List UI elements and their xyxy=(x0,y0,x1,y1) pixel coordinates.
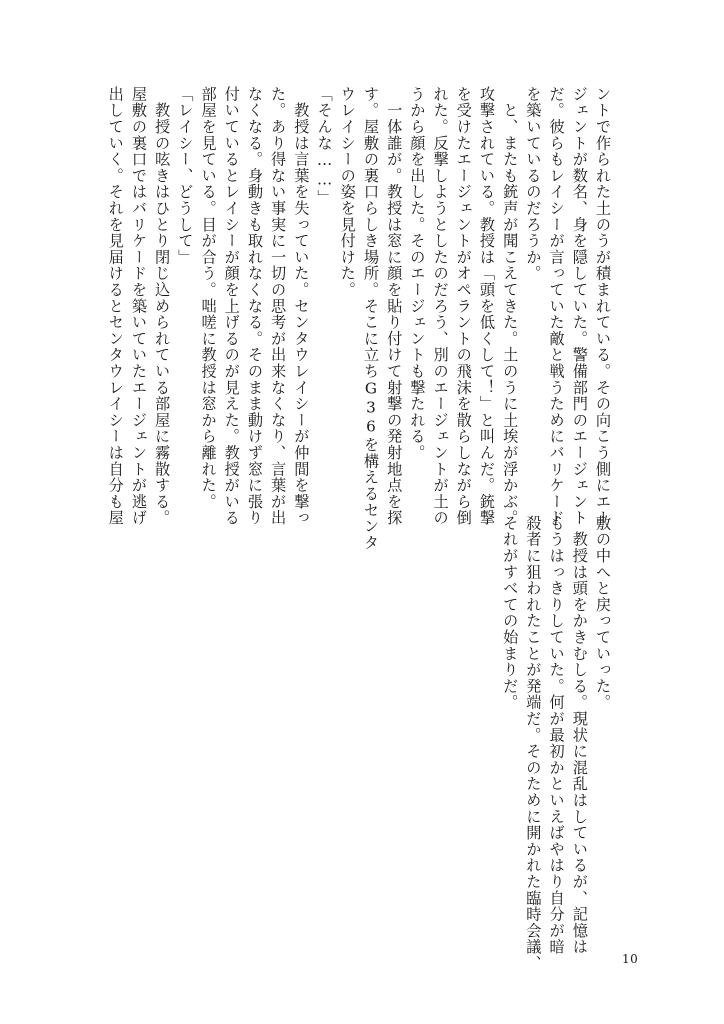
text-column: す。屋敷の裏口らしき場所。そこに立ちG36を構えるセンタ xyxy=(361,86,380,551)
text-column: 教授は言葉を失っていた。センタウレイシーが仲間を撃っ xyxy=(292,86,311,527)
text-column: ジェントが数名、身を隠していた。警備部門のエージェント xyxy=(570,86,589,527)
text-column: た。あり得ない事実に一切の思考が出来なくなり、言葉が出 xyxy=(269,86,288,527)
text-column: れた。反撃しようとしたのだろう、別のエージェントが土の xyxy=(431,86,450,527)
text-column: ントで作られた土のうが積まれている。その向こう側にエー xyxy=(594,86,612,527)
text-column: を築いているのだろうか。 xyxy=(524,86,543,282)
text-column: と、またも銃声が聞こえてきた。土のうに土埃が浮かぶ。 xyxy=(501,86,520,527)
upper-text-block xyxy=(94,86,614,551)
text-column: 攻撃されている。教授は「頭を低くして！」と叫んだ。銃撃 xyxy=(477,86,496,527)
text-column: それがすべての始まりだ。 xyxy=(501,515,520,711)
text-column: 教授は頭をかきむしる。現状に混乱はしているが、記憶は xyxy=(570,515,589,956)
text-column: 部屋を見ている。目が合う。咄嗟に教授は窓から離れた。 xyxy=(199,86,218,510)
text-column: もうはっきりしていた。何が最初かといえばやはり自分が暗 xyxy=(547,515,566,956)
text-column: うから顔を出した。そのエージェントも撃たれる。 xyxy=(408,86,427,461)
text-column: 「そんな……」 xyxy=(315,86,334,206)
text-column: 一体誰が。教授は窓に顔を貼り付けて射撃の発射地点を探 xyxy=(385,86,404,527)
text-column: 教授の呟きはひとり閉じ込められている部屋に霧散する。 xyxy=(153,86,172,527)
text-column: ウレイシーの姿を見付けた。 xyxy=(338,86,357,298)
text-column: 敷の中へと戻っていった。 xyxy=(594,515,612,711)
text-column: だ。彼らもレイシーが言っていた敵と戦うためにバリケード xyxy=(547,86,566,527)
text-column: なくなる。身動きも取れなくなる。そのまま動けず窓に張り xyxy=(245,86,264,527)
page-number: 10 xyxy=(622,952,639,966)
lower-text-block xyxy=(454,515,614,972)
text-column: 出していく。それを見届けるとセンタウレイシーは自分も屋 xyxy=(106,86,125,527)
text-column: 「レイシー、どうして」 xyxy=(176,86,195,266)
text-column: 屋敷の裏口ではバリケードを築いていたエージェントが逃げ xyxy=(129,86,148,527)
text-column: 付いているとレイシーが顔を上げるのが見えた。教授がいる xyxy=(222,86,241,527)
text-column: を受けたエージェントがオペラントの飛沫を散らしながら倒 xyxy=(454,86,473,527)
text-column: 殺者に狙われたことが発端だ。そのために開かれた臨時会議、 xyxy=(524,515,543,972)
